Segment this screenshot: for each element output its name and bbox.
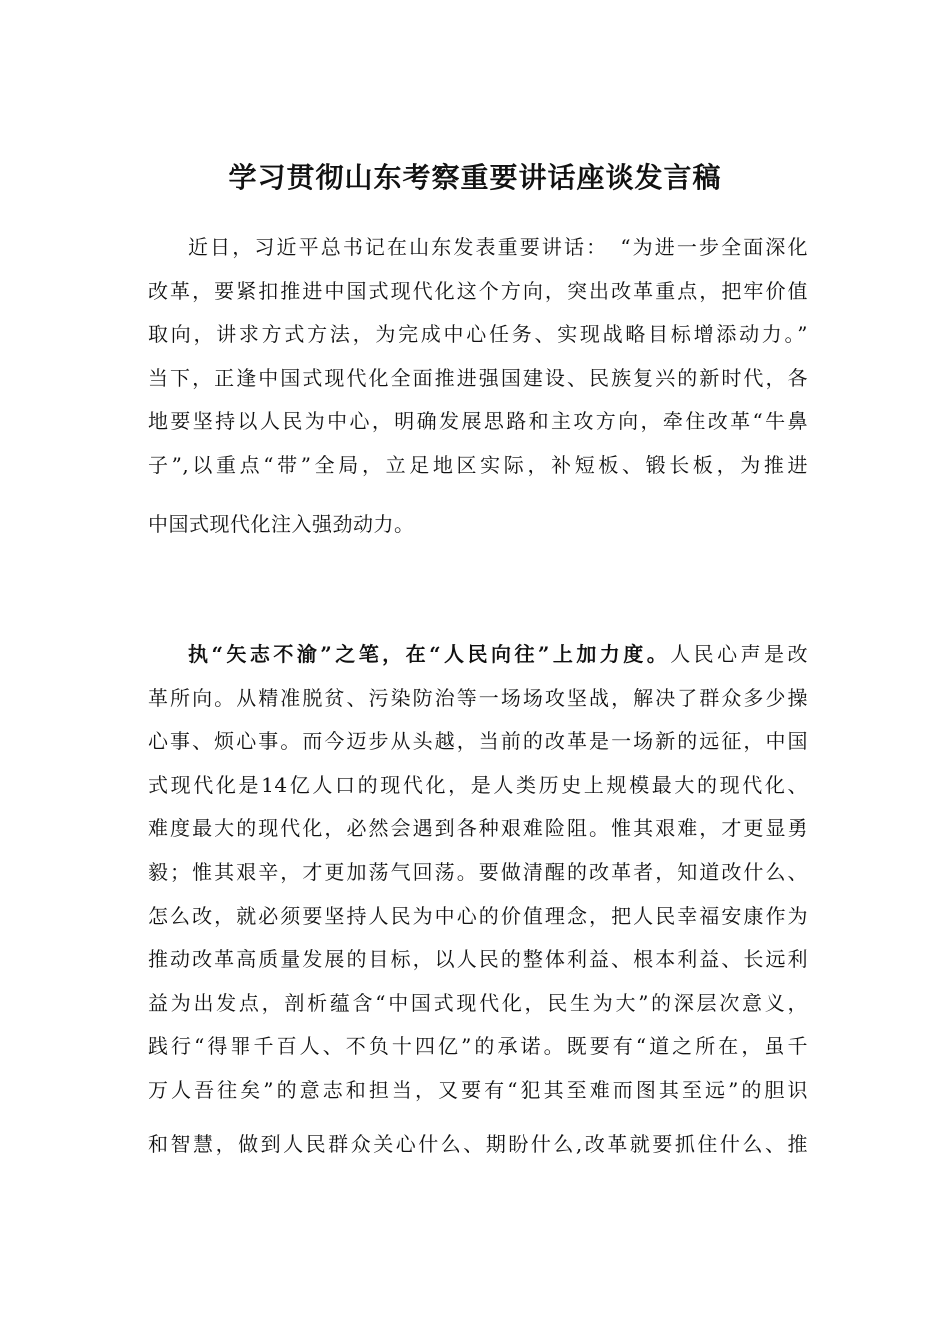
document-title: 学习贯彻山东考察重要讲话座谈发言稿 bbox=[228, 161, 722, 194]
paragraph-lead-heading: 执“矢志不渝”之笔，在“人民向往”上加力度。 bbox=[188, 642, 671, 666]
paragraph-first-line bbox=[188, 640, 808, 668]
paragraph-line: 怎么改，就必须要坚持人民为中心的价值理念，把人民幸福安康作为 bbox=[148, 904, 808, 928]
paragraph-line: 毅；惟其艰辛，才更加荡气回荡。要做清醒的改革者，知道改什么、 bbox=[148, 860, 808, 884]
paragraph-line: 中国式现代化注入强劲动力。 bbox=[148, 512, 415, 536]
paragraph-line: 难度最大的现代化，必然会遇到各种艰难险阻。惟其艰难，才更显勇 bbox=[148, 816, 808, 840]
paragraph-line: 万人吾往矣”的意志和担当，又要有“犯其至难而图其至远”的胆识 bbox=[148, 1078, 808, 1102]
paragraph-lead-rest: 人民心声是改 bbox=[670, 642, 809, 666]
paragraph-line: 取向，讲求方式方法，为完成中心任务、实现战略目标增添动力。” bbox=[148, 322, 808, 346]
paragraph-line: 和智慧，做到人民群众关心什么、期盼什么,改革就要抓住什么、推 bbox=[148, 1132, 808, 1156]
paragraph-line: 式现代化是14亿人口的现代化，是人类历史上规模最大的现代化、 bbox=[148, 773, 808, 797]
paragraph-line: 革所向。从精准脱贫、污染防治等一场场攻坚战，解决了群众多少操 bbox=[148, 686, 808, 710]
paragraph-line: 当下，正逢中国式现代化全面推进强国建设、民族复兴的新时代，各 bbox=[148, 366, 808, 390]
paragraph-line: 地要坚持以人民为中心，明确发展思路和主攻方向，牵住改革“牛鼻 bbox=[148, 409, 808, 433]
paragraph-line: 近日，习近平总书记在山东发表重要讲话： “为进一步全面深化 bbox=[188, 235, 808, 259]
paragraph-line: 心事、烦心事。而今迈步从头越，当前的改革是一场新的远征，中国 bbox=[148, 729, 808, 753]
paragraph-line: 推动改革高质量发展的目标，以人民的整体利益、根本利益、长远利 bbox=[148, 947, 808, 971]
paragraph-line: 改革，要紧扣推进中国式现代化这个方向，突出改革重点，把牢价值 bbox=[148, 279, 808, 303]
paragraph-line: 益为出发点，剖析蕴含“中国式现代化，民生为大”的深层次意义， bbox=[148, 991, 808, 1015]
paragraph-line: 践行“得罪千百人、不负十四亿”的承诺。既要有“道之所在，虽千 bbox=[148, 1034, 808, 1058]
paragraph-line: 子”,以重点“带”全局，立足地区实际，补短板、锻长板，为推进 bbox=[148, 453, 808, 477]
